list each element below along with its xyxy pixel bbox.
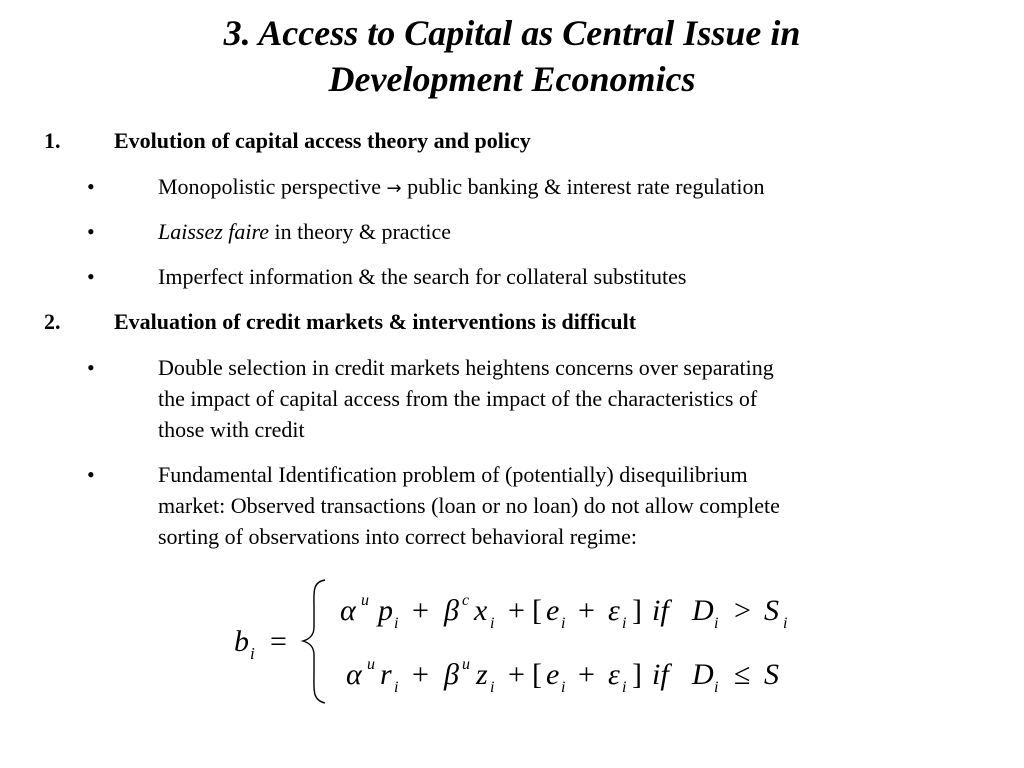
formula-symbol: p: [378, 594, 393, 627]
bullet-text: [158, 459, 978, 552]
bullet-line: market: Observed transactions (loan or no loan) do not allow complete: [158, 493, 780, 518]
bullet-text-part: in theory & practice: [274, 219, 452, 244]
bullet-text: [158, 352, 978, 445]
formula-subscript: i: [622, 615, 627, 632]
formula-symbol: r: [380, 658, 392, 691]
bullet-text-part: public banking & interest rate regulation: [407, 174, 765, 199]
formula-symbol: α: [346, 658, 362, 691]
bullet-line: Double selection in credit markets heightens concerns over separating: [158, 355, 774, 380]
section-1-title: Evolution of capital access theory and policy: [114, 128, 531, 153]
formula-symbol: D: [692, 658, 714, 691]
bullet-dot: •: [87, 219, 95, 244]
slide-title: [40, 10, 984, 102]
formula-subscript: i: [490, 615, 495, 632]
formula-subscript: i: [394, 679, 399, 696]
formula-symbol: x: [474, 594, 488, 627]
formula-operator: >: [734, 594, 751, 627]
formula-row-2: [346, 656, 779, 696]
formula-symbol: S: [764, 658, 779, 691]
formula-symbol: α: [340, 594, 356, 627]
formula-bracket: [: [532, 594, 542, 627]
formula-row-1: [340, 592, 787, 632]
formula-subscript: i: [490, 679, 495, 696]
bullet-text: [158, 216, 978, 247]
formula-symbol: z: [476, 658, 488, 691]
formula-symbol: ε: [608, 594, 620, 627]
formula-symbol: D: [692, 594, 714, 627]
formula-superscript: u: [462, 656, 470, 673]
formula-bracket: ]: [632, 658, 642, 691]
formula-subscript: i: [622, 679, 627, 696]
section-1-number: 1.: [44, 128, 61, 153]
bullet-text: Imperfect information & the search for collateral substitutes: [158, 264, 687, 289]
bullet-dot: •: [87, 462, 95, 487]
formula-symbol: e: [546, 594, 560, 627]
formula-operator: +: [578, 594, 595, 627]
formula-bracket: ]: [632, 594, 642, 627]
regime-formula: [220, 565, 820, 715]
formula-superscript: u: [367, 656, 375, 673]
formula-operator: +: [578, 658, 595, 691]
formula-symbol: β: [444, 594, 459, 627]
formula-operator: ≤: [734, 658, 751, 691]
section-2-number: 2.: [44, 309, 61, 334]
formula-subscript: i: [714, 615, 719, 632]
formula-subscript: i: [561, 679, 566, 696]
formula-operator: +: [412, 594, 429, 627]
formula-symbol: β: [444, 658, 459, 691]
formula-operator: +: [508, 658, 525, 691]
bullet-dot: •: [87, 264, 95, 289]
formula-superscript: c: [462, 592, 470, 609]
section-2-title: Evaluation of credit markets & interventions is difficult: [114, 309, 637, 334]
bullet-line: the impact of capital access from the impact of the characteristics of: [158, 386, 758, 411]
title-line-2: Development Economics: [328, 59, 696, 99]
bullet-dot: •: [87, 174, 95, 199]
bullet-text: [158, 171, 978, 204]
formula-symbol: ε: [608, 658, 620, 691]
formula-superscript: u: [361, 592, 369, 609]
formula-condition: if: [652, 594, 669, 627]
bullet-dot: •: [87, 355, 95, 380]
formula-lhs-sub: i: [250, 644, 255, 663]
formula-brace: [303, 580, 325, 703]
formula-operator: +: [412, 658, 429, 691]
formula-operator: +: [508, 594, 525, 627]
bullet-italic-text: Laissez faire: [158, 219, 270, 244]
formula-symbol: S: [764, 594, 779, 627]
formula-equals: =: [270, 625, 287, 658]
formula-subscript: i: [394, 615, 399, 632]
formula-subscript: i: [783, 615, 788, 632]
formula-condition: if: [652, 658, 669, 691]
bullet-line: those with credit: [158, 417, 305, 442]
right-arrow-icon: →: [386, 178, 402, 199]
formula-lhs-b: b: [234, 625, 249, 658]
formula-subscript: i: [714, 679, 719, 696]
formula-subscript: i: [561, 615, 566, 632]
formula-bracket: [: [532, 658, 542, 691]
bullet-line: Fundamental Identification problem of (potentially) disequilibrium: [158, 462, 748, 487]
bullet-text-part: Monopolistic perspective: [158, 174, 382, 199]
title-line-1: 3. Access to Capital as Central Issue in: [223, 13, 801, 53]
bullet-line: sorting of observations into correct behavioral regime:: [158, 524, 637, 549]
formula-symbol: e: [546, 658, 560, 691]
